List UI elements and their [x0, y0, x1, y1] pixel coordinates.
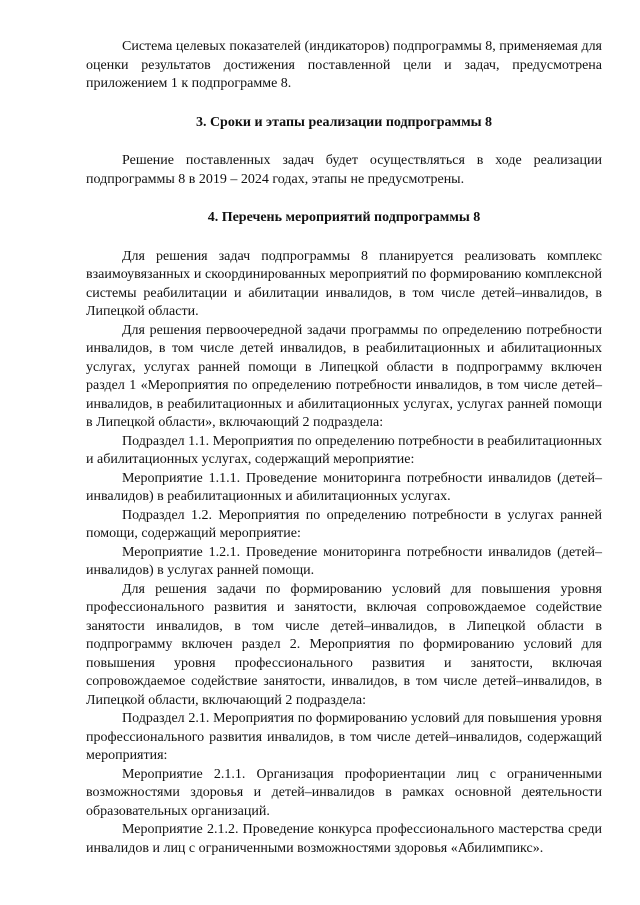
heading-section-4: 4. Перечень мероприятий подпрограммы 8 — [207, 210, 481, 225]
paragraph-subsection-1-2: Подраздел 1.2. Мероприятия по определению потребности в услугах ранней помощи, содержащий мероприятие: — [86, 507, 602, 541]
paragraph-intro: Для решения задач подпрограммы 8 планируется реализовать комплекс взаимоувязанных и скоординированных мероприятий по формированию комплексной системы реабилитации и абилитации инвалидов, в том числе детей–инвалидов, в Липецкой области. — [86, 248, 602, 319]
paragraph-indicators: Система целевых показателей (индикаторов) подпрограммы 8, применяемая для оценки результатов достижения поставленной цели и задач, предусмотрена приложением 1 к подпрограмме 8. — [86, 39, 602, 91]
paragraph-section-2: Для решения задачи по формированию условий для повышения уровня профессионального развития и занятости, включая сопровождаемое содействие занятости инвалидов, в том числе детей–инвалидов, в Липецкой области в подпрограмму включен раздел 2. Мероприятия по формированию условий для повышения уровня профессионального развития и занятости, включая сопровождаемое содействие занятости, инвалидов, в том числе детей–инвалидов, в Липецкой области, включающий 2 подраздела: — [86, 581, 602, 708]
paragraph-measure-2-1-1: Мероприятие 2.1.1. Организация профориентации лиц с ограниченными возможностями здоровья и детей–инвалидов в рамках основной деятельности образовательных организаций. — [86, 766, 602, 819]
paragraph-measure-2-1-2: Мероприятие 2.1.2. Проведение конкурса профессионального мастерства среди инвалидов и лиц с ограниченными возможностями здоровья «Абилимпикс». — [86, 822, 602, 856]
paragraph-subsection-2-1: Подраздел 2.1. Мероприятия по формированию условий для повышения уровня профессионального развития инвалидов, в том числе детей–инвалидов, содержащий мероприятия: — [86, 711, 602, 763]
paragraph-section-1: Для решения первоочередной задачи программы по определению потребности инвалидов, в том числе детей инвалидов, в реабилитационных и абилитационных услугах, услугах ранней помощи в Липецкой области в подпрограмму включен раздел 1 «Мероприятия по определению потребности инвалидов, в том числе детей–инвалидов, в реабилитационных и абилитационных услугах, услугах ранней помощи в Липецкой области», включающий 2 подраздела: — [86, 322, 602, 430]
heading-section-3: 3. Сроки и этапы реализации подпрограммы 8 — [195, 114, 493, 130]
page-content — [86, 38, 602, 858]
paragraph-measure-1-2-1: Мероприятие 1.2.1. Проведение мониторинга потребности инвалидов (детей–инвалидов) в услугах ранней помощи. — [86, 544, 602, 578]
paragraph-subsection-1-1: Подраздел 1.1. Мероприятия по определению потребности в реабилитационных и абилитационных услугах, содержащий мероприятие: — [86, 433, 602, 467]
paragraph-measure-1-1-1: Мероприятие 1.1.1. Проведение мониторинга потребности инвалидов (детей–инвалидов) в реабилитационных и абилитационных услугах. — [86, 470, 602, 504]
paragraph-timing: Решение поставленных задач будет осуществляться в ходе реализации подпрограммы 8 в 2019 – 2024 годах, этапы не предусмотрены. — [86, 153, 602, 187]
